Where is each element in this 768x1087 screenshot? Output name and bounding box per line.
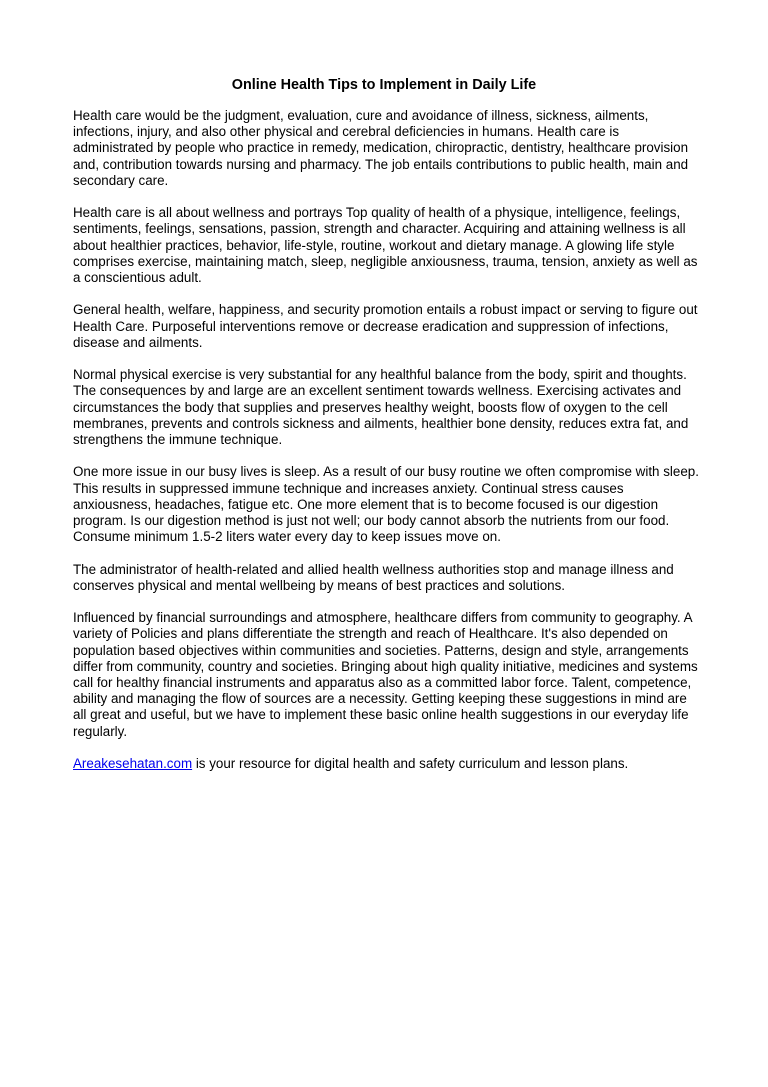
paragraph-health-care-definition: Health care would be the judgment, evaluation, cure and avoidance of illness, sickness, ailments, infections, injury, and also other physical and cerebral deficiencies in humans. Health care is administrated by people who practice in remedy, medication, chiropractic, dentistry, healthcare provision and, contribution towards nursing and pharmacy. The job entails contributions to public health, main and secondary care. (73, 108, 689, 188)
document-title: Online Health Tips to Implement in Daily Life (231, 77, 537, 93)
paragraph-financial-surroundings: Influenced by financial surroundings and atmosphere, healthcare differs from community to geography. A variety of Policies and plans differentiate the strength and reach of Healthcare. It's also depended on population based objectives within communities and societies. Patterns, design and style, arrangements differ from community, country and societies. Bringing about high quality initiative, medicines and systems call for healthy financial instruments and apparatus also as a committed labor force. Talent, competence, ability and managing the flow of sources are a necessity. Getting keeping these suggestions in mind are all great and useful, but we have to implement these basic online health suggestions in our everyday life regularly. (73, 610, 698, 739)
paragraph-exercise: Normal physical exercise is very substantial for any healthful balance from the body, spirit and thoughts. The consequences by and large are an excellent sentiment towards wellness. Exercising activates and circumstances the body that supplies and preserves healthy weight, boosts flow of oxygen to the cell membranes, prevents and controls sickness and ailments, healthier bone density, reduces extra fat, and strengthens the immune technique. (73, 367, 689, 448)
areakesehatan-link[interactable]: Areakesehatan.com (73, 756, 193, 772)
document-body (73, 108, 699, 788)
paragraph-closing (73, 756, 699, 772)
paragraph-wellness: Health care is all about wellness and portrays Top quality of health of a physique, intelligence, feelings, sentiments, feelings, sensations, passion, strength and character. Acquiring and attaining wellness is all about healthier practices, behavior, life-style, routine, workout and dietary manage. A glowing life style comprises exercise, maintaining match, sleep, negligible anxiousness, trauma, tension, anxiety as well as a conscientious adult. (73, 205, 698, 286)
paragraph-general-health: General health, welfare, happiness, and security promotion entails a robust impact or serving to figure out Health Care. Purposeful interventions remove or decrease eradication and suppression of infections, disease and ailments. (73, 302, 698, 350)
paragraph-sleep-digestion: One more issue in our busy lives is sleep. As a result of our busy routine we often compromise with sleep. This results in suppressed immune technique and increases anxiety. Continual stress causes anxiousness, headaches, fatigue etc. One more element that is to become focused is our digestion program. Is our digestion method is just not well; our body cannot absorb the nutrients from our food. Consume minimum 1.5-2 liters water every day to keep issues move on. (73, 464, 699, 545)
paragraph-administrator: The administrator of health-related and allied health wellness authorities stop and manage illness and conserves physical and mental wellbeing by means of best practices and solutions. (73, 561, 674, 593)
closing-text: is your resource for digital health and safety curriculum and lesson plans. (192, 756, 629, 772)
